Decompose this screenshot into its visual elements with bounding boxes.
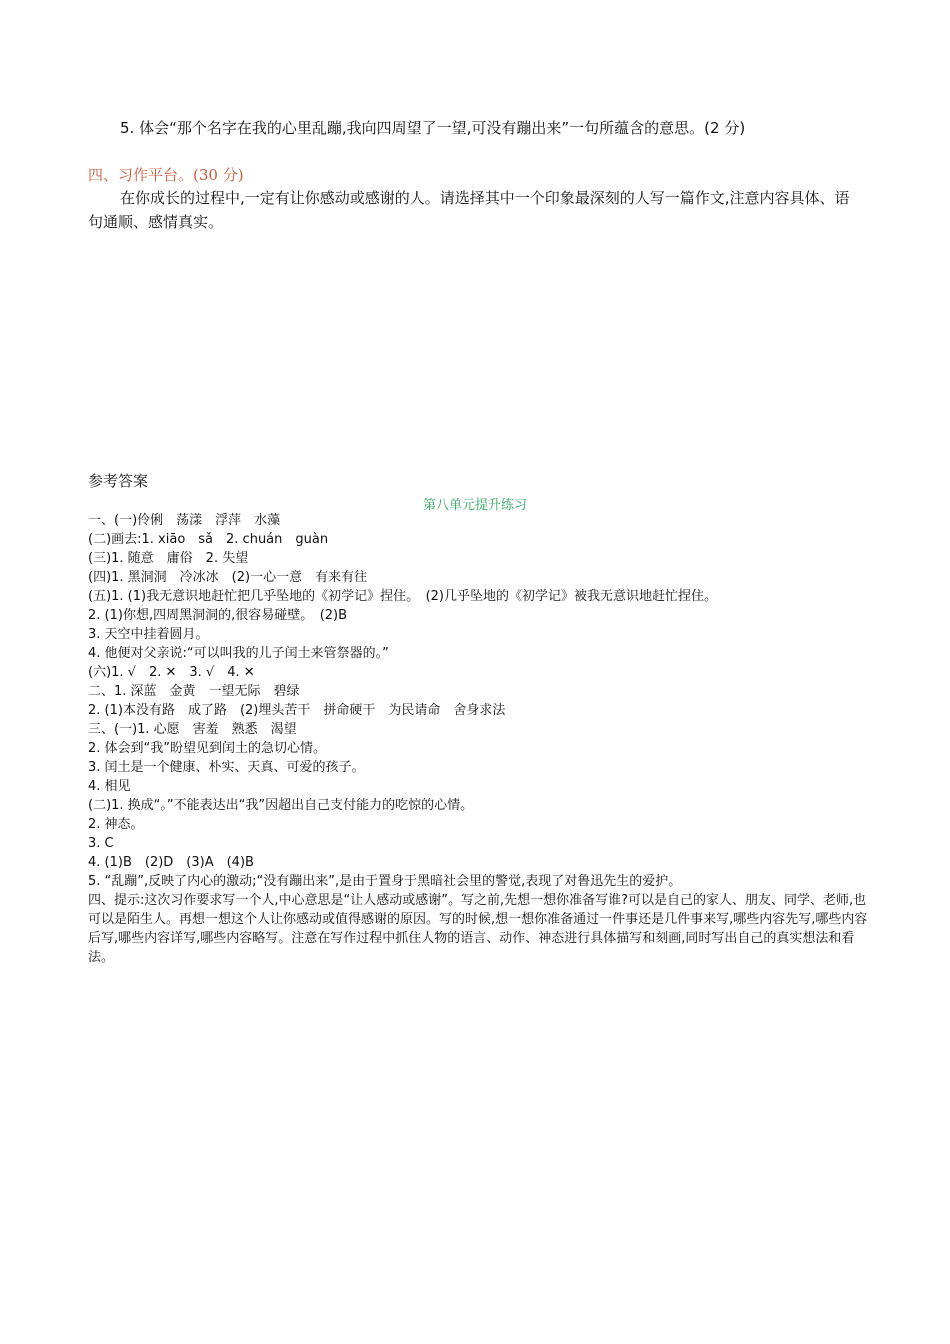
question-5: 5. 体会“那个名字在我的心里乱蹦,我向四周望了一望,可没有蹦出来”一句所蕴含的意思。(2 分) [120, 119, 746, 137]
answer-line: 三、(一)1. 心愿 害羞 熟悉 渴望 [88, 722, 297, 737]
answer-line: (六)1. √ 2. ✕ 3. √ 4. ✕ [88, 665, 255, 680]
answer-line: 4. 他便对父亲说:“可以叫我的儿子闰土来管祭器的。” [88, 646, 389, 661]
answer-line: 5. “乱蹦”,反映了内心的激动;“没有蹦出来”,是由于置身于黑暗社会里的警觉,表现了对鲁迅先生的爱护。 [88, 874, 682, 889]
answer-line: 2. (1)本没有路 成了路 (2)埋头苦干 拼命硬干 为民请命 舍身求法 [88, 703, 506, 718]
answer-line: 一、(一)伶俐 荡漾 浮萍 水藻 [88, 513, 281, 528]
answer-line: 2. 体会到“我”盼望见到闰土的急切心情。 [88, 741, 327, 756]
answer-line: (五)1. (1)我无意识地赶忙把几乎坠地的《初学记》捏住。 (2)几乎坠地的《初学记》被我无意识地赶忙捏住。 [88, 589, 718, 604]
answer-line: 3. 天空中挂着圆月。 [88, 627, 209, 642]
writing-prompt: 在你成长的过程中,一定有让你感动或感谢的人。请选择其中一个印象最深刻的人写一篇作文,注意内容具体、语句通顺、感情真实。 [88, 189, 850, 231]
answer-line: 4. 相见 [88, 779, 131, 794]
section-4-heading: 四、习作平台。(30 分) [88, 166, 244, 184]
answer-line: (三)1. 随意 庸俗 2. 失望 [88, 551, 249, 566]
answer-line: 2. (1)你想,四周黑洞洞的,很容易碰壁。 (2)B [88, 608, 348, 623]
answer-line: 2. 神态。 [88, 817, 144, 832]
answer-line: 3. 闰土是一个健康、朴实、天真、可爱的孩子。 [88, 760, 365, 775]
answer-line: (二)1. 换成“。”不能表达出“我”因超出自己支付能力的吃惊的心情。 [88, 798, 474, 813]
answer-line: (二)画去:1. xiāo sǎ 2. chuán guàn [88, 532, 329, 547]
answer-line: (四)1. 黑洞洞 冷冰冰 (2)一心一意 有来有往 [88, 570, 368, 585]
answer-line: 3. C [88, 836, 114, 851]
answer-line: 二、1. 深蓝 金黄 一望无际 碧绿 [88, 684, 300, 699]
answer-heading: 参考答案 [88, 472, 149, 490]
answer-line: 四、提示:这次习作要求写一个人,中心意思是“让人感动或感谢”。写之前,先想一想你准备写谁?可以是自己的家人、朋友、同学、老师,也可以是陌生人。再想一想这个人让你感动或值得感谢的原因。写的时候,想一想你准备通过一件事还是几件事来写,哪些内容先写,哪些内容后写,哪些内容详写,哪些内容略写。注意在写作过程中抓住人物的语言、动作、神态进行具体描写和刻画,同时写出自己的真实想法和看法。 [88, 893, 868, 965]
unit-title: 第八单元提升练习 [422, 498, 527, 513]
answer-list [88, 511, 868, 967]
answer-line: 4. (1)B (2)D (3)A (4)B [88, 855, 254, 870]
